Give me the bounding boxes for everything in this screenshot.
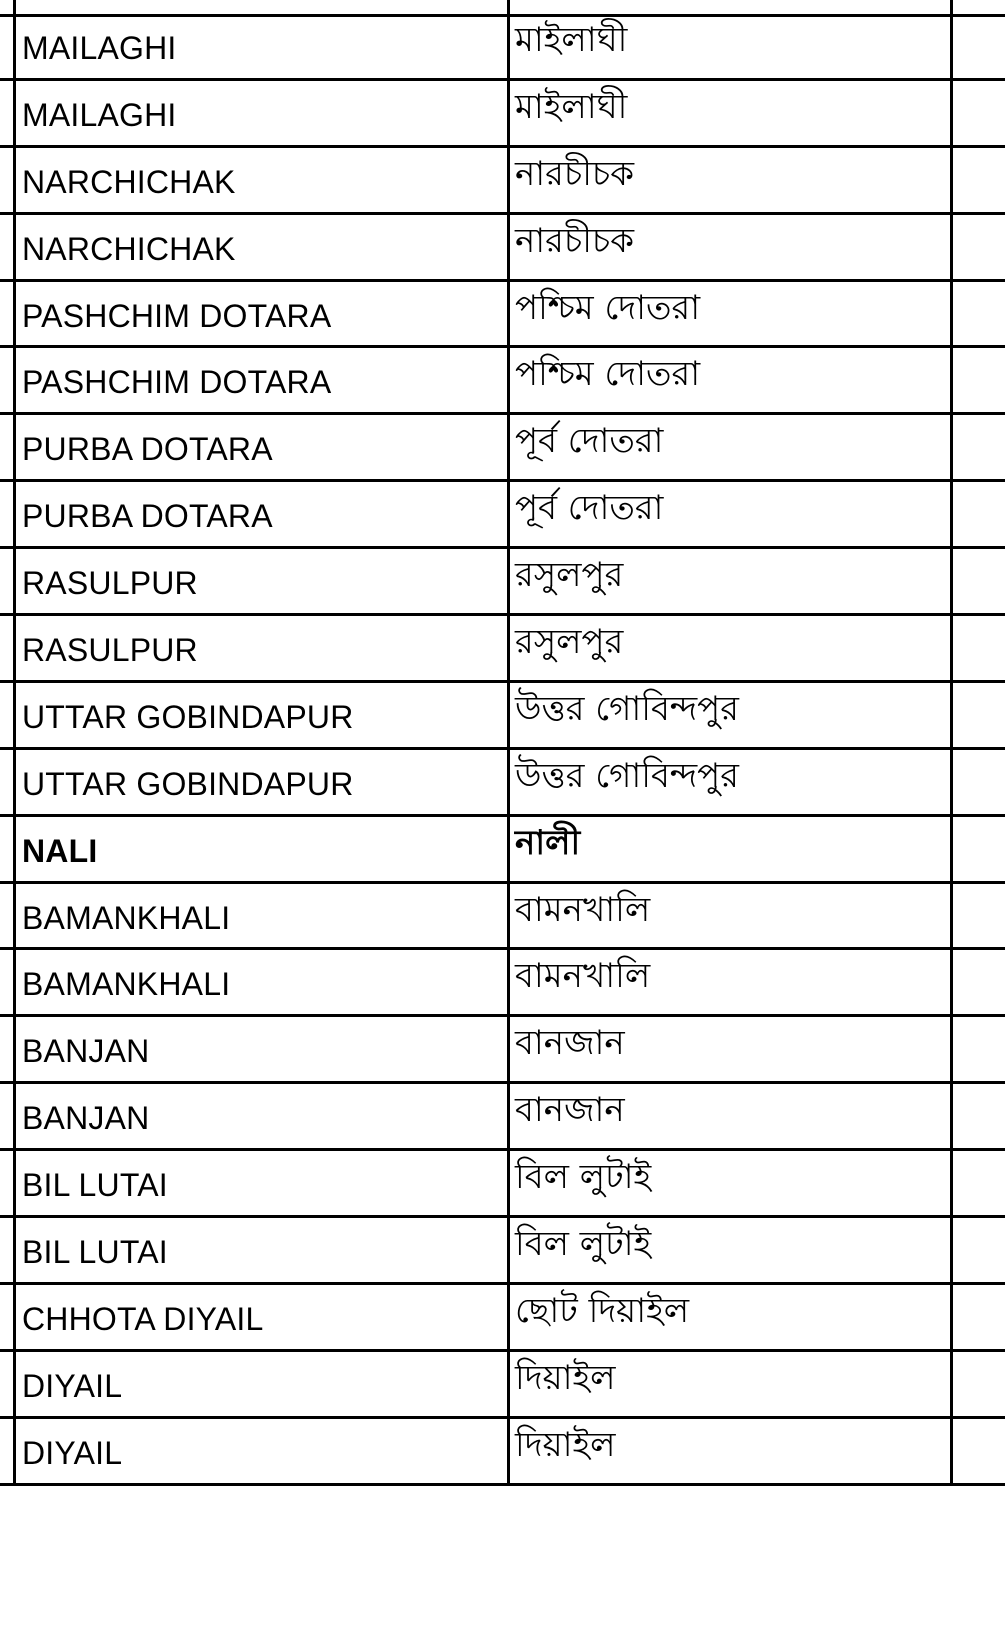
bengali-name-cell: রসুলপুর bbox=[515, 555, 624, 596]
column-divider bbox=[950, 613, 953, 683]
column-divider bbox=[13, 345, 16, 415]
column-divider bbox=[13, 747, 16, 817]
table-row bbox=[0, 1285, 1005, 1352]
bengali-name-cell: উত্তর গোবিন্দপুর bbox=[515, 755, 739, 796]
english-name-cell: PURBA DOTARA bbox=[22, 431, 273, 468]
english-name-cell: UTTAR GOBINDAPUR bbox=[22, 765, 354, 802]
column-divider bbox=[13, 1282, 16, 1352]
column-divider bbox=[13, 881, 16, 951]
column-divider bbox=[950, 947, 953, 1017]
column-divider bbox=[13, 1416, 16, 1486]
column-divider bbox=[950, 881, 953, 951]
column-divider bbox=[13, 814, 16, 884]
column-divider bbox=[13, 947, 16, 1017]
table-row bbox=[0, 884, 1005, 951]
english-name-cell: RASULPUR bbox=[22, 632, 198, 669]
column-divider bbox=[507, 814, 510, 884]
column-divider bbox=[13, 680, 16, 750]
english-name-cell: BANJAN bbox=[22, 1100, 150, 1137]
table-row bbox=[0, 683, 1005, 750]
bengali-name-cell: বামনখালি bbox=[515, 956, 651, 997]
column-divider bbox=[507, 1349, 510, 1419]
english-name-cell: NARCHICHAK bbox=[22, 163, 236, 200]
column-divider bbox=[13, 1081, 16, 1151]
column-divider bbox=[950, 1215, 953, 1285]
bengali-name-cell: নারচীচক bbox=[515, 220, 635, 261]
column-divider bbox=[507, 613, 510, 683]
english-name-cell: NALI bbox=[22, 832, 98, 869]
column-divider bbox=[950, 345, 953, 415]
column-divider bbox=[950, 1349, 953, 1419]
column-divider bbox=[507, 747, 510, 817]
english-name-cell: RASULPUR bbox=[22, 565, 198, 602]
bengali-name-cell: বামনখালি bbox=[515, 889, 651, 930]
column-divider bbox=[13, 1349, 16, 1419]
table-row bbox=[0, 1419, 1005, 1486]
bengali-name-cell: পশ্চিম দোতরা bbox=[515, 287, 701, 328]
table-row bbox=[0, 950, 1005, 1017]
english-name-cell: BAMANKHALI bbox=[22, 966, 231, 1003]
column-divider bbox=[13, 1148, 16, 1218]
table-row bbox=[0, 148, 1005, 215]
column-divider bbox=[507, 1014, 510, 1084]
table-row bbox=[0, 1151, 1005, 1218]
column-divider bbox=[507, 680, 510, 750]
table-body bbox=[0, 14, 1005, 1486]
table-section-header-row bbox=[0, 817, 1005, 884]
column-divider bbox=[950, 479, 953, 549]
english-name-cell: BANJAN bbox=[22, 1033, 150, 1070]
table-row bbox=[0, 81, 1005, 148]
column-divider bbox=[13, 145, 16, 215]
column-divider bbox=[13, 546, 16, 616]
column-divider bbox=[950, 1416, 953, 1486]
column-divider bbox=[507, 1148, 510, 1218]
english-name-cell: DIYAIL bbox=[22, 1434, 123, 1471]
bengali-name-cell: পূর্ব দোতরা bbox=[515, 488, 664, 529]
english-name-cell: PASHCHIM DOTARA bbox=[22, 364, 332, 401]
column-divider bbox=[507, 345, 510, 415]
column-divider bbox=[507, 279, 510, 349]
column-divider bbox=[950, 1282, 953, 1352]
english-name-cell: PASHCHIM DOTARA bbox=[22, 297, 332, 334]
bengali-name-cell: ছোট দিয়াইল bbox=[515, 1290, 690, 1331]
column-divider bbox=[507, 1081, 510, 1151]
table-row bbox=[0, 1084, 1005, 1151]
column-divider bbox=[507, 145, 510, 215]
english-name-cell: MAILAGHI bbox=[22, 30, 177, 66]
english-name-cell: BAMANKHALI bbox=[22, 899, 231, 936]
table-row bbox=[0, 482, 1005, 549]
bengali-name-cell: বিল লুটাই bbox=[515, 1224, 652, 1265]
english-name-cell: CHHOTA DIYAIL bbox=[22, 1300, 264, 1337]
english-name-cell: BIL LUTAI bbox=[22, 1234, 168, 1271]
column-divider bbox=[13, 1014, 16, 1084]
english-name-cell: MAILAGHI bbox=[22, 96, 177, 133]
column-divider bbox=[950, 279, 953, 349]
bengali-name-cell: দিয়াইল bbox=[515, 1424, 616, 1465]
table-row bbox=[0, 415, 1005, 482]
table-row bbox=[0, 616, 1005, 683]
column-divider bbox=[507, 1416, 510, 1486]
column-divider bbox=[507, 212, 510, 282]
bengali-name-cell: মাইলাঘী bbox=[515, 86, 628, 127]
bengali-name-cell: পূর্ব দোতরা bbox=[515, 421, 664, 462]
column-divider bbox=[13, 212, 16, 282]
column-divider bbox=[507, 881, 510, 951]
table-row bbox=[0, 282, 1005, 349]
bengali-name-cell: বানজান bbox=[515, 1023, 625, 1064]
column-divider bbox=[950, 747, 953, 817]
column-divider bbox=[507, 479, 510, 549]
column-divider bbox=[950, 78, 953, 148]
bengali-name-cell: উত্তর গোবিন্দপুর bbox=[515, 688, 739, 729]
bengali-name-cell: দিয়াইল bbox=[515, 1357, 616, 1398]
column-divider bbox=[507, 947, 510, 1017]
english-name-cell: BIL LUTAI bbox=[22, 1167, 168, 1204]
english-name-cell: PURBA DOTARA bbox=[22, 498, 273, 535]
column-divider bbox=[13, 78, 16, 148]
bengali-name-cell: নালী bbox=[515, 822, 581, 863]
column-divider bbox=[13, 11, 16, 81]
english-name-cell: NARCHICHAK bbox=[22, 230, 236, 267]
column-divider bbox=[950, 546, 953, 616]
table-row bbox=[0, 348, 1005, 415]
column-divider bbox=[13, 1215, 16, 1285]
column-divider bbox=[13, 479, 16, 549]
table-row bbox=[0, 549, 1005, 616]
bengali-name-cell: বানজান bbox=[515, 1090, 625, 1131]
bengali-name-cell: পশ্চিম দোতরা bbox=[515, 354, 701, 395]
column-divider bbox=[507, 1282, 510, 1352]
table-row bbox=[0, 14, 1005, 81]
column-divider bbox=[507, 11, 510, 81]
english-name-cell: UTTAR GOBINDAPUR bbox=[22, 698, 354, 735]
table-row bbox=[0, 1017, 1005, 1084]
column-divider bbox=[950, 1014, 953, 1084]
table-row bbox=[0, 1352, 1005, 1419]
bengali-name-cell: বিল লুটাই bbox=[515, 1157, 652, 1198]
english-name-cell: DIYAIL bbox=[22, 1367, 123, 1404]
column-divider bbox=[13, 412, 16, 482]
column-divider bbox=[13, 613, 16, 683]
column-divider bbox=[950, 412, 953, 482]
column-divider bbox=[950, 1148, 953, 1218]
column-divider bbox=[507, 412, 510, 482]
column-divider bbox=[507, 78, 510, 148]
bengali-name-cell: নারচীচক bbox=[515, 153, 635, 194]
table-row bbox=[0, 215, 1005, 282]
column-divider bbox=[950, 145, 953, 215]
column-divider bbox=[13, 279, 16, 349]
column-divider bbox=[950, 1081, 953, 1151]
column-divider bbox=[950, 11, 953, 81]
column-divider bbox=[507, 1215, 510, 1285]
table-row bbox=[0, 750, 1005, 817]
column-divider bbox=[950, 680, 953, 750]
bengali-name-cell: মাইলাঘী bbox=[515, 20, 628, 60]
table-row bbox=[0, 1218, 1005, 1285]
column-divider bbox=[950, 814, 953, 884]
column-divider bbox=[950, 212, 953, 282]
column-divider bbox=[507, 546, 510, 616]
bengali-name-cell: রসুলপুর bbox=[515, 622, 624, 663]
